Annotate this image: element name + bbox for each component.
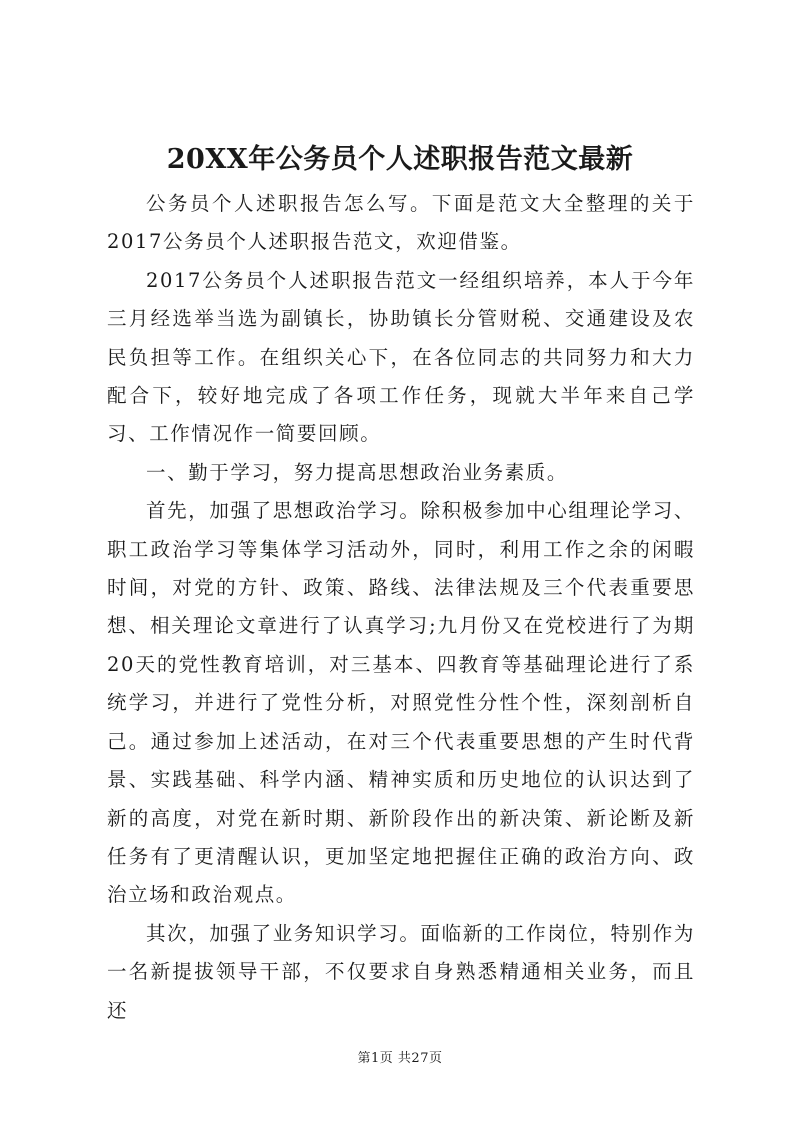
paragraph-political-study: 首先，加强了思想政治学习。除积极参加中心组理论学习、职工政治学习等集体学习活动外，同时，利用工作之余的闲暇时间，对党的方针、政策、路线、法律法规及三个代表重要思想、相关理论文章进行了认真学习;九月份又在党校进行了为期20天的党性教育培训，对三基本、四教育等基础理论进行了系统学习，并进行了党性分析，对照党性分性个性，深刻剖析自己。通过参加上述活动，在对三个代表重要思想的产生时代背景、实践基础、科学内涵、精神实质和历史地位的认识达到了新的高度，对党在新时期、新阶段作出的新决策、新论断及新任务有了更清醒认识，更加坚定地把握住正确的政治方向、政治立场和政治观点。: [107, 499, 695, 907]
document-body: [107, 185, 695, 1030]
page-number-footer: 第1页 共27页: [357, 1051, 443, 1066]
paragraph-intro: 公务员个人述职报告怎么写。下面是范文大全整理的关于2017公务员个人述职报告范文，欢迎借鉴。: [107, 192, 695, 254]
paragraph-section-heading: 一、勤于学习，努力提高思想政治业务素质。: [146, 460, 569, 484]
paragraph-overview: 2017公务员个人述职报告范文一经组织培养，本人于今年三月经选举当选为副镇长，协助镇长分管财税、交通建设及农民负担等工作。在组织关心下，在各位同志的共同努力和大力配合下，较好地完成了各项工作任务，现就大半年来自己学习、工作情况作一简要回顾。: [107, 268, 695, 446]
paragraph-business-study: 其次，加强了业务知识学习。面临新的工作岗位，特别作为一名新提拔领导干部，不仅要求自身熟悉精通相关业务，而且还: [107, 921, 695, 1022]
document-title: 20XX年公务员个人述职报告范文最新: [166, 144, 634, 175]
